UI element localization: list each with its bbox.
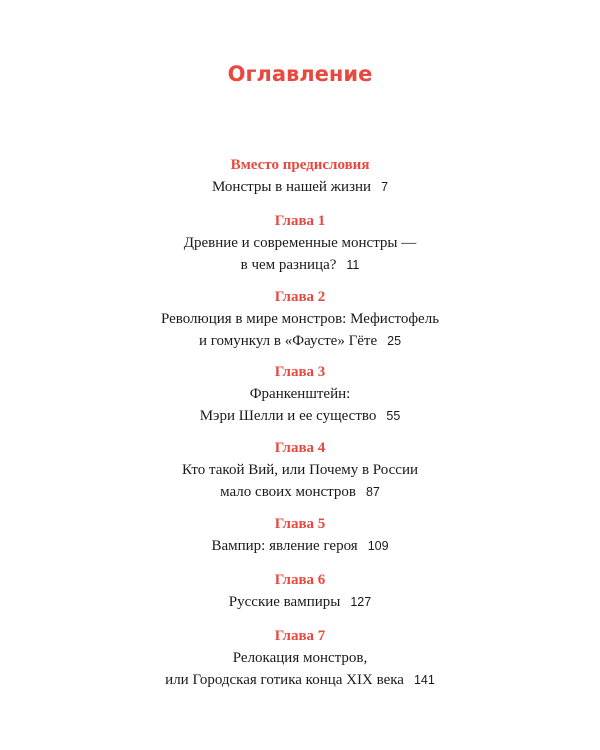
toc-entry-line <box>0 669 600 691</box>
toc-entry-title: Русские вампиры <box>228 594 341 610</box>
toc-entry-line <box>0 176 600 198</box>
toc-entry-line <box>0 405 600 427</box>
toc-entry-title: Древние и современные монстры — <box>183 235 417 251</box>
toc-entry[interactable] <box>0 625 600 691</box>
toc-entry-title: Революция в мире монстров: Мефистофель <box>160 311 440 327</box>
toc-entry-heading: Глава 5 <box>274 516 326 532</box>
toc-entry[interactable] <box>0 286 600 352</box>
toc-entry[interactable] <box>0 513 600 557</box>
toc-entry-heading: Вместо предисловия <box>230 157 370 173</box>
toc-entry-heading: Глава 7 <box>274 628 326 644</box>
toc-entry-title: в чем разница? <box>240 257 337 273</box>
toc-page-number: 55 <box>386 409 401 423</box>
toc-entry-title: или Городская готика конца XIX века <box>165 672 404 688</box>
toc-entry[interactable] <box>0 361 600 427</box>
toc-entry-line <box>0 330 600 352</box>
toc-entry-line <box>0 647 600 669</box>
toc-entry-heading: Глава 4 <box>274 440 326 456</box>
toc-page-number: 109 <box>367 539 389 553</box>
toc-page-number: 87 <box>365 485 380 499</box>
toc-page-number: 7 <box>381 180 389 194</box>
toc-entry-heading: Глава 3 <box>274 364 326 380</box>
toc-entry-title: и гомункул в «Фаусте» Гёте <box>198 333 378 349</box>
toc-entry[interactable] <box>0 437 600 503</box>
toc-entry-title: Мэри Шелли и ее существо <box>199 408 377 424</box>
toc-entry-line <box>0 535 600 557</box>
toc-entry-line <box>0 308 600 330</box>
toc-page-number: 11 <box>346 258 360 272</box>
toc-entry-title: Релокация монстров, <box>232 650 368 666</box>
toc-page-number: 25 <box>387 334 402 348</box>
toc-entry-heading: Глава 2 <box>274 289 326 305</box>
toc-entry-heading: Глава 6 <box>274 572 326 588</box>
toc-entry-title: Кто такой Вий, или Почему в России <box>181 462 419 478</box>
toc-entry-heading: Глава 1 <box>274 213 326 229</box>
toc-entry[interactable] <box>0 210 600 276</box>
toc-entry-title: Монстры в нашей жизни <box>211 179 372 195</box>
toc-entry[interactable] <box>0 569 600 613</box>
toc-page-number: 141 <box>413 673 435 687</box>
toc-page-number: 127 <box>350 595 372 609</box>
toc-entry-line <box>0 481 600 503</box>
toc-entry-title: Вампир: явление героя <box>211 538 358 554</box>
toc-entry-line <box>0 232 600 254</box>
toc-entry-line <box>0 591 600 613</box>
toc-entry-title: Франкенштейн: <box>249 386 351 402</box>
toc-entry[interactable] <box>0 154 600 198</box>
toc-entry-line <box>0 383 600 405</box>
toc-entry-title: мало своих монстров <box>220 484 356 500</box>
page-title: Оглавление <box>227 62 373 86</box>
toc-entry-line <box>0 254 600 276</box>
toc-entry-line <box>0 459 600 481</box>
